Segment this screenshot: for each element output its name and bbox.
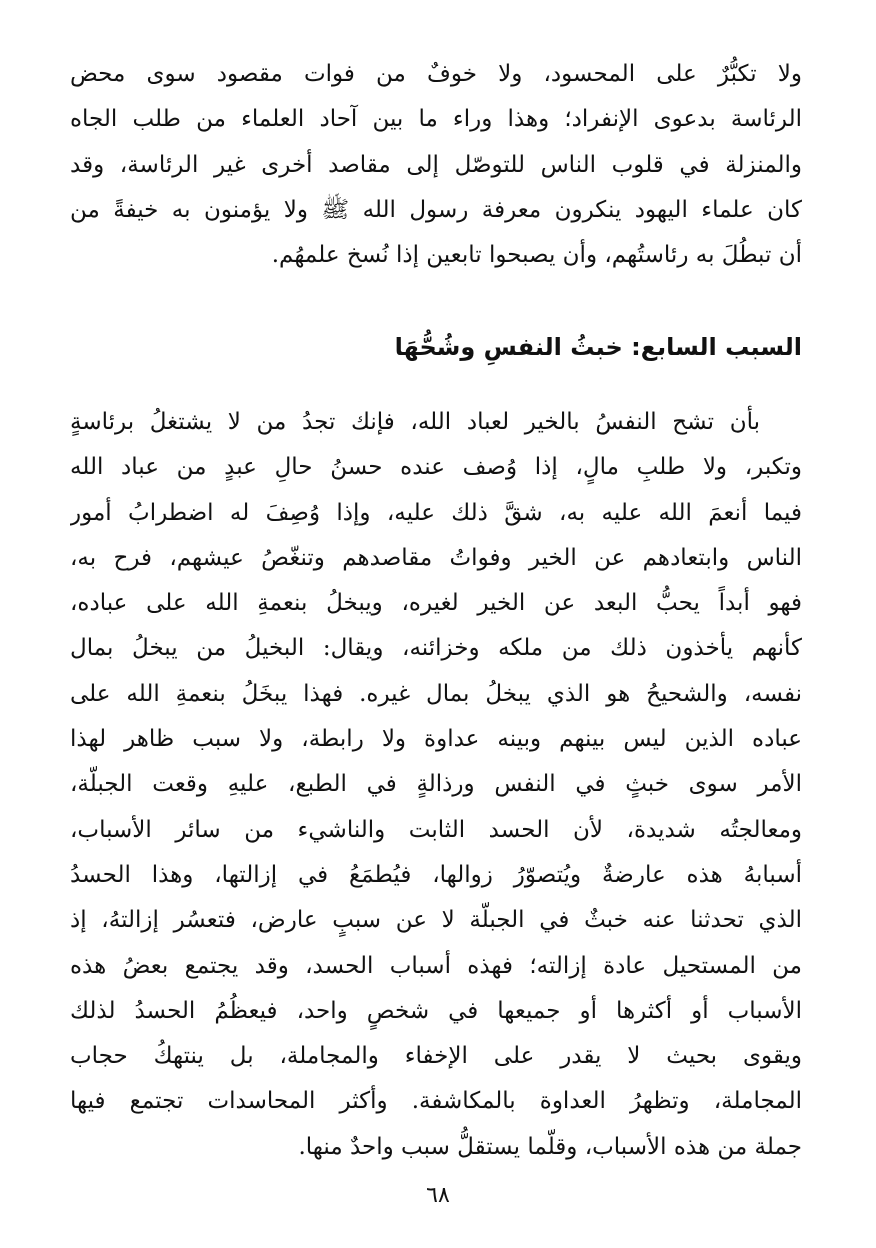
text-line: نفسه، والشحيحُ هو الذي يبخلُ بمال غيره. فهذا يبخَلُ بنعمةِ الله على — [70, 680, 802, 707]
text-line: أن تبطُلَ به رئاستُهم، وأن يصبحوا تابعين إذا نُسخ علمهُم. — [271, 242, 802, 269]
section-heading: السبب السابع: خبثُ النفسِ وشُحُّهَا — [394, 333, 802, 361]
text-line: ويقوى بحيث لا يقدر على الإخفاء والمجاملة، بل ينتهكُ حجاب — [70, 1043, 802, 1070]
text-line: ولا تكبُّرٌ على المحسود، ولا خوفٌ من فوات مقصود سوى محض — [70, 61, 802, 87]
text-line: فيما أنعمَ الله عليه به، شقَّ ذلك عليه، وإذا وُصِفَ له اضطرابُ أمور — [70, 499, 802, 526]
text-line: وتكبر، ولا طلبِ مالٍ، إذا وُصف عنده حسنُ حالِ عبدٍ من عباد الله — [70, 454, 802, 481]
text-line: من المستحيل عادة إزالته؛ فهذه أسباب الحسد، وقد يجتمع بعضُ هذه — [70, 952, 802, 979]
text-line: والمنزلة في قلوب الناس للتوصّل إلى مقاصد أخرى غير الرئاسة، وقد — [70, 151, 802, 178]
text-line: الأمر سوى خبثٍ في النفس ورذالةٍ في الطبع، عليهِ وقعت الجبلّة، — [70, 771, 802, 798]
text-line: بأن تشح النفسُ بالخير لعباد الله، فإنك تجدُ من لا يشتغلُ برئاسةٍ — [70, 409, 760, 435]
text-line: كان علماء اليهود ينكرون معرفة رسول الله ﷺ ولا يؤمنون به خيفةً من — [70, 196, 802, 223]
text-line: جملة من هذه الأسباب، وقلّما يستقلُّ سبب واحدٌ منها. — [298, 1133, 802, 1160]
text-line: فهو أبداً يحبُّ البعد عن الخير لغيره، ويبخلُ بنعمةِ الله على عباده، — [70, 590, 802, 617]
text-line: ومعالجتُه شديدة، لأن الحسد الثابت والناشيء من سائر الأسباب، — [70, 816, 802, 843]
text-line: كأنهم يأخذون ذلك من ملكه وخزائنه، ويقال: البخيلُ من يبخلُ بمال — [70, 635, 802, 662]
section-heading-wrap — [70, 327, 802, 367]
page-number: ٦٨ — [426, 1183, 450, 1208]
text-line: الذي تحدثنا عنه خبثٌ في الجبلّة لا عن سببٍ عارض، فتعسُر إزالتهُ، إذ — [70, 907, 802, 934]
text-line: المجاملة، وتظهرُ العداوة بالمكاشفة. وأكثر المحاسدات تجتمع فيها — [70, 1088, 802, 1115]
text-line: الرئاسة بدعوى الإنفراد؛ وهذا وراء ما بين آحاد العلماء من طلب الجاه — [70, 106, 802, 133]
text-line: الأسباب أو أكثرها أو جميعها في شخصٍ واحد، فيعظُمُ الحسدُ لذلك — [70, 997, 802, 1024]
paragraph-seventh-reason — [70, 400, 802, 1170]
paragraph-text — [70, 400, 802, 1170]
text-line: أسبابهُ هذه عارضةٌ ويُتصوّرُ زوالها، فيُطمَعُ في إزالتها، وهذا الحسدُ — [70, 861, 802, 888]
paragraph-text — [70, 52, 802, 278]
text-line: الناس وابتعادهم عن الخير وفواتُ مقاصدهم وتنغّصُ عيشهم، فرح به، — [70, 544, 802, 571]
text-line: عباده الذين ليس بينهم وبينه عداوة ولا رابطة، ولا سبب ظاهر لهذا — [70, 726, 802, 753]
paragraph-continued — [70, 52, 802, 278]
